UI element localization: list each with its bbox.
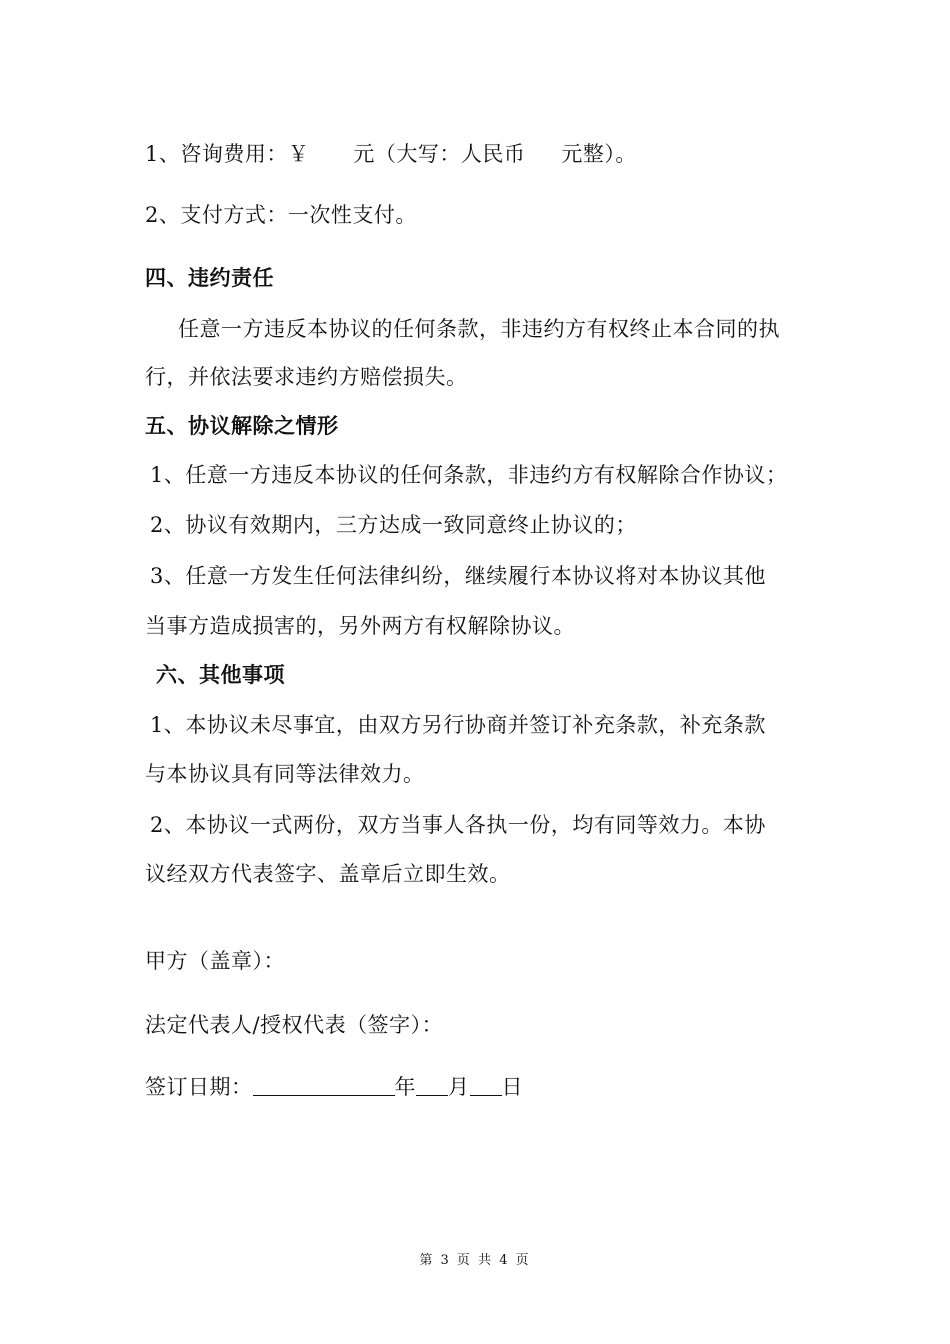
section-6-item-1-line1: 1、本协议未尽事宜，由双方另行协商并签订补充条款，补充条款 (150, 713, 766, 737)
year-blank[interactable] (253, 1073, 395, 1096)
fee-unit: 元（大写：人民币 (353, 142, 526, 166)
section-4-para-line2: 行，并依法要求违约方赔偿损失。 (145, 365, 468, 389)
fee-suffix: 元整）。 (561, 142, 637, 166)
section-5-item-3-line2: 当事方造成损害的，另外两方有权解除协议。 (145, 614, 575, 638)
payment-method: 2、支付方式：一次性支付。 (145, 203, 417, 227)
signing-date (145, 1073, 523, 1101)
page-footer: 第 3 页 共 4 页 (419, 1253, 531, 1268)
fee-prefix: 1、咨询费用：￥ (145, 142, 310, 166)
section-4-title: 四、违约责任 (145, 266, 274, 290)
section-5-title: 五、协议解除之情形 (145, 414, 339, 438)
party-a-seal: 甲方（盖章）： (145, 949, 285, 973)
fee-line (145, 140, 637, 168)
year-label: 年 (394, 1075, 416, 1099)
day-label: 日 (501, 1075, 523, 1099)
section-5-item-2: 2、协议有效期内，三方达成一致同意终止协议的； (150, 513, 637, 537)
section-6-title: 六、其他事项 (156, 663, 285, 687)
section-5-item-1: 1、任意一方违反本协议的任何条款，非违约方有权解除合作协议； (150, 463, 788, 487)
section-6-item-1-line2: 与本协议具有同等法律效力。 (145, 762, 425, 786)
section-6-item-2-line2: 议经双方代表签字、盖章后立即生效。 (145, 862, 511, 886)
representative-signature: 法定代表人/授权代表（签字）： (145, 1013, 444, 1037)
month-blank[interactable] (416, 1073, 448, 1096)
section-4-para-line1: 任意一方违反本协议的任何条款，非违约方有权终止本合同的执 (178, 317, 780, 341)
section-6-item-2-line1: 2、本协议一式两份，双方当事人各执一份，均有同等效力。本协 (150, 813, 766, 837)
date-label: 签订日期： (145, 1075, 253, 1099)
day-blank[interactable] (470, 1073, 502, 1096)
section-5-item-3-line1: 3、任意一方发生任何法律纠纷，继续履行本协议将对本协议其他 (150, 564, 766, 588)
month-label: 月 (448, 1075, 470, 1099)
